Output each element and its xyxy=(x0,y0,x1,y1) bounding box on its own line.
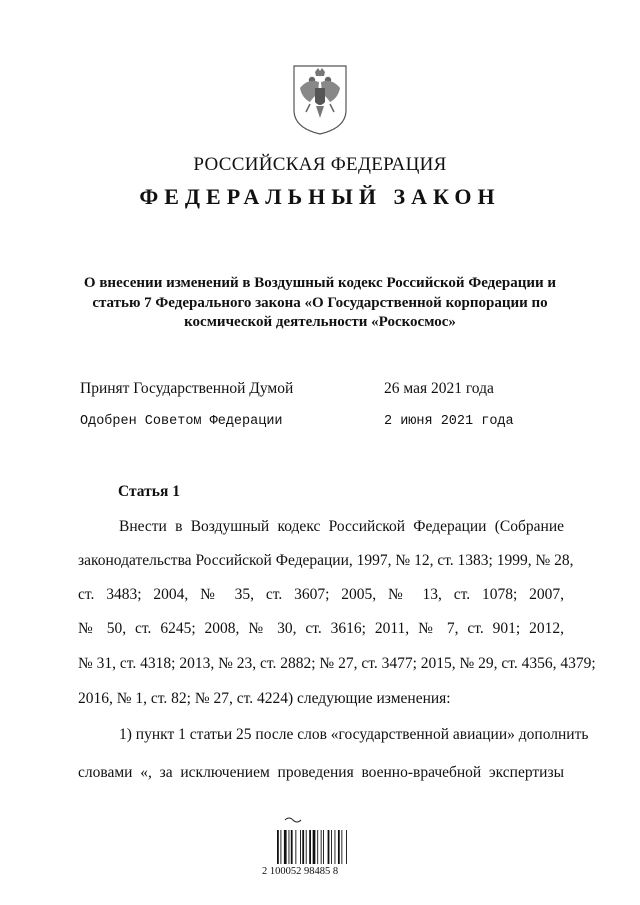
adoption-date: 26 мая 2021 года xyxy=(384,380,494,397)
document-type-title: ФЕДЕРАЛЬНЫЙ ЗАКОН xyxy=(139,184,501,209)
barcode-bar xyxy=(341,830,342,864)
barcode-number: 2 100052 98485 8 xyxy=(262,866,339,877)
country-title: РОССИЙСКАЯ ФЕДЕРАЦИЯ xyxy=(193,154,447,175)
barcode-bar xyxy=(338,830,340,864)
barcode-bar xyxy=(289,830,290,864)
adoption-label: Принят Государственной Думой xyxy=(80,380,294,397)
body-line: Внести в Воздушный кодекс Российской Федерации (Собрание xyxy=(119,518,564,535)
barcode-bar xyxy=(295,830,296,864)
barcode-bar xyxy=(321,830,322,864)
law-subject-heading: О внесении изменений в Воздушный кодекс Российской Федерации и статью 7 Федерального закона «О Государственной корпорации по космической деятельности «Роскосмос» xyxy=(83,275,557,330)
body-line: № 31, ст. 4318; 2013, № 23, ст. 2882; № 27, ст. 3477; 2015, № 29, ст. 4356, 4379; xyxy=(78,655,596,672)
article-title: Статья 1 xyxy=(118,483,180,500)
barcode-bar xyxy=(331,830,332,864)
barcode-bar xyxy=(284,830,287,864)
barcode-bar xyxy=(317,830,318,864)
adoption-label: Одобрен Советом Федерации xyxy=(80,414,283,429)
barcode-bar xyxy=(328,830,330,864)
barcode-bar xyxy=(306,830,307,864)
barcode-bar xyxy=(309,830,311,864)
body-line: ст. 3483; 2004, № 35, ст. 3607; 2005, № 13, ст. 1078; 2007, xyxy=(78,586,564,603)
barcode-bar xyxy=(300,830,301,864)
body-line: законодательства Российской Федерации, 1997, № 12, ст. 1383; 1999, № 28, xyxy=(78,552,574,569)
body-line: № 50, ст. 6245; 2008, № 30, ст. 3616; 2011, № 7, ст. 901; 2012, xyxy=(78,620,564,637)
adoption-date: 2 июня 2021 года xyxy=(384,414,514,429)
barcode-bar xyxy=(335,830,336,864)
barcode-bar xyxy=(346,830,347,864)
barcode-bar xyxy=(302,830,304,864)
body-line: 2016, № 1, ст. 82; № 27, ст. 4224) следующие изменения: xyxy=(78,690,451,707)
barcode-bar xyxy=(323,830,324,864)
body-line: 1) пункт 1 статьи 25 после слов «государственной авиации» дополнить xyxy=(119,726,589,743)
barcode-bar xyxy=(280,830,281,864)
barcode-bar xyxy=(277,830,279,864)
barcode-bar xyxy=(291,830,293,864)
barcode-bar xyxy=(313,830,316,864)
body-line: словами «, за исключением проведения военно-врачебной экспертизы xyxy=(78,764,564,781)
coat-of-arms-icon xyxy=(288,62,352,136)
